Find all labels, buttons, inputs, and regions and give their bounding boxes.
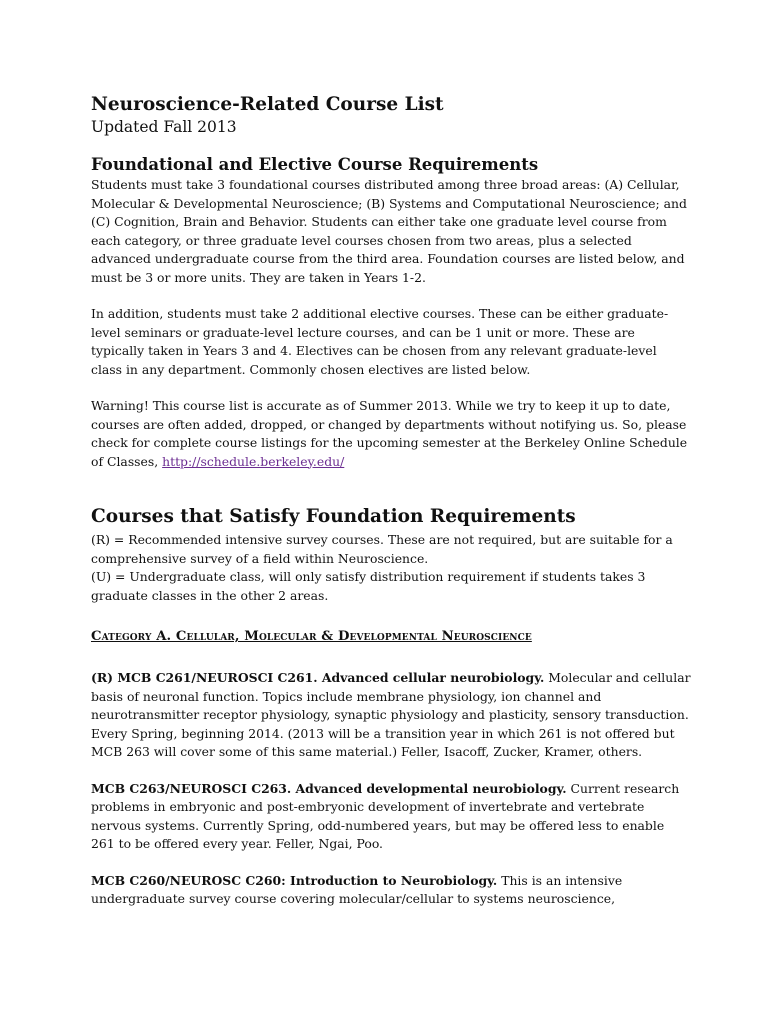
- course-entry: [91, 669, 691, 762]
- document-title: Neuroscience-Related Course List: [91, 94, 444, 115]
- warning-text: Warning! This course list is accurate as of Summer 2013. While we try to keep it up to date, courses are often added, dropped, or changed by departments without notifying us. So, please check for complete course listings for the upcoming semester at the Berkeley Online Schedule of Classes,: [91, 398, 688, 469]
- course-description: Molecular and cellular basis of neuronal function. Topics include membrane physiology, ion channel and neurotransmitter receptor physiology, synaptic physiology and plasticity, sensory transduction. Every Spring, beginning 2014. (2013 will be a transition year in which 261 is not offered but MCB 263 will cover some of this same material.) Feller, Isacoff, Zucker, Kramer, others.: [91, 670, 691, 759]
- note-recommended: (R) = Recommended intensive survey courses. These are not required, but are suitable for a comprehensive survey of a field within Neuroscience.: [91, 532, 673, 566]
- document-page: [91, 94, 691, 927]
- foundational-heading: Foundational and Elective Course Requirements: [91, 155, 539, 174]
- category-a-heading: Category A. Cellular, Molecular & Developmental Neuroscience: [91, 629, 532, 644]
- course-title: MCB C260/NEUROSC C260: Introduction to Neurobiology.: [91, 872, 498, 888]
- note-undergraduate: (U) = Undergraduate class, will only satisfy distribution requirement if students takes 3 graduate classes in the other 2 areas.: [91, 569, 646, 603]
- course-entry: [91, 780, 691, 854]
- course-title: (R) MCB C261/NEUROSCI C261. Advanced cellular neurobiology.: [91, 670, 545, 685]
- elective-paragraph: In addition, students must take 2 additional elective courses. These can be either graduate-level seminars or graduate-level lecture courses, and can be 1 unit or more. These are typically taken in Years 3 and 4. Electives can be chosen from any relevant graduate-level class in any department. Commonly chosen electives are listed below.: [91, 306, 669, 377]
- courses-section-heading: Courses that Satisfy Foundation Requirements: [91, 506, 576, 527]
- course-description: Current research problems in embryonic and post-embryonic development of invertebrate and vertebrate nervous systems. Currently Spring, odd-numbered years, but may be offered less to enable 261 to be offered every year. Feller, Ngai, Poo.: [91, 780, 680, 851]
- course-title: MCB C263/NEUROSCI C263. Advanced developmental neurobiology.: [91, 780, 567, 796]
- course-entry: [91, 872, 691, 909]
- warning-paragraph: [91, 397, 691, 471]
- schedule-link[interactable]: http://schedule.berkeley.edu/: [162, 453, 345, 469]
- course-description: This is an intensive undergraduate survey course covering molecular/cellular to systems neuroscience,: [91, 872, 623, 906]
- foundational-paragraph: Students must take 3 foundational courses distributed among three broad areas: (A) Cellular, Molecular & Developmental Neuroscience; (B) Systems and Computational Neuroscience; and (C) Cognition, Brain and Behavior. Students can either take one graduate level course from each category, or three graduate level courses chosen from two areas, plus a selected advanced undergraduate course from the third area. Foundation courses are listed below, and must be 3 or more units. They are taken in Years 1-2.: [91, 177, 687, 285]
- document-subtitle: Updated Fall 2013: [91, 118, 237, 136]
